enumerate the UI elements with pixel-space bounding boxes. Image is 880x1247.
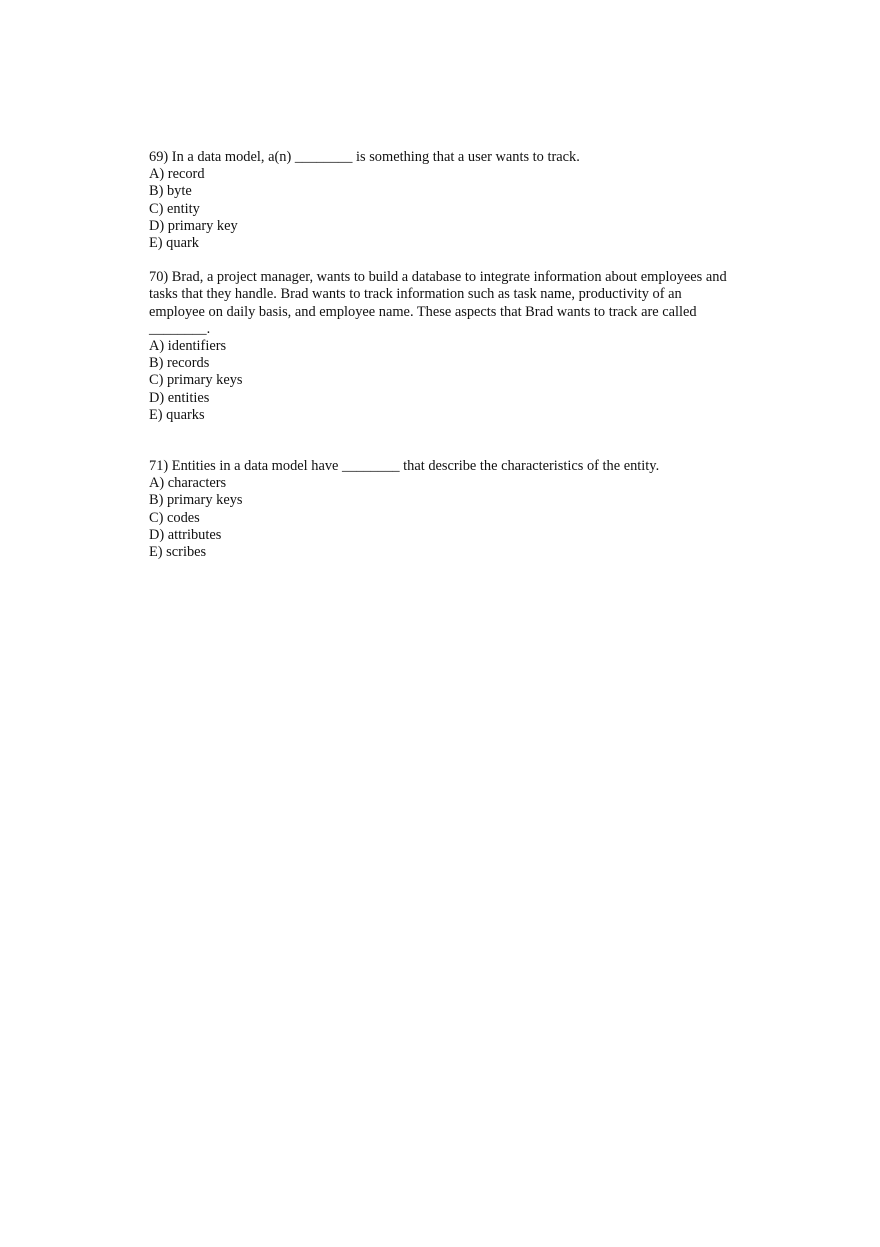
- option-c: C) primary keys: [149, 372, 243, 389]
- question-69: [149, 149, 739, 252]
- option-a: A) record: [149, 166, 205, 183]
- option-a: A) characters: [149, 475, 227, 492]
- question-70: [149, 269, 739, 424]
- option-d: D) attributes: [149, 526, 222, 543]
- answer-options: [149, 338, 739, 424]
- question-stem: 70) Brad, a project manager, wants to build a database to integrate information about employees and tasks that they handle. Brad wants to track information such as task name, productivity of an employee on daily basis, and employee name. These aspects that Brad wants to track are called ________.: [149, 269, 727, 337]
- answer-options: [149, 475, 739, 561]
- spacer: [149, 424, 739, 458]
- option-a: A) identifiers: [149, 338, 227, 355]
- option-e: E) scribes: [149, 544, 207, 561]
- option-b: B) primary keys: [149, 492, 243, 509]
- option-b: B) records: [149, 355, 210, 372]
- question-stem: 71) Entities in a data model have ________ that describe the characteristics of the entity.: [149, 458, 660, 475]
- spacer: [149, 252, 739, 269]
- option-c: C) entity: [149, 200, 200, 217]
- question-71: [149, 458, 739, 561]
- option-c: C) codes: [149, 509, 200, 526]
- option-b: B) byte: [149, 183, 192, 200]
- question-stem: 69) In a data model, a(n) ________ is something that a user wants to track.: [149, 149, 580, 165]
- option-e: E) quarks: [149, 406, 205, 423]
- option-e: E) quark: [149, 235, 199, 252]
- answer-options: [149, 166, 739, 252]
- option-d: D) primary key: [149, 217, 238, 234]
- option-d: D) entities: [149, 389, 210, 406]
- question-list: [149, 149, 739, 561]
